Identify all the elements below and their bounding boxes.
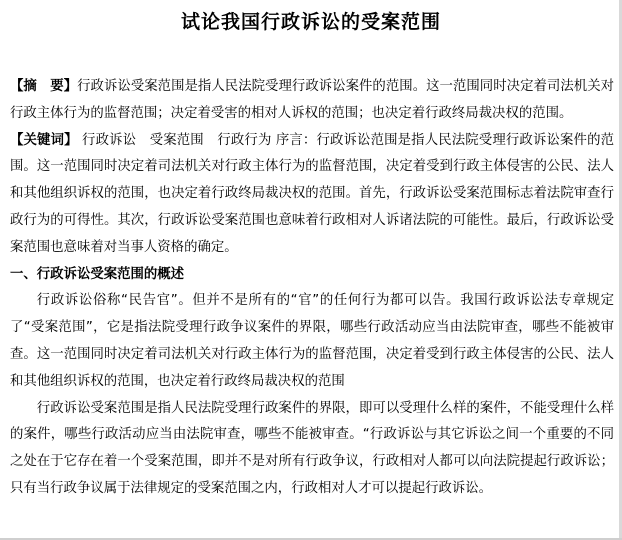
keywords-label: 【关键词】 <box>10 132 78 148</box>
document-body <box>10 74 614 503</box>
abstract-paragraph <box>10 74 614 128</box>
abstract-text: 行政诉讼受案范围是指人民法院受理行政诉讼案件的范围。这一范围同时决定着司法机关对行政主体行为的监督范围；决定着受害的相对人诉权的范围；也决定着行政终局裁决权的范围。 <box>10 79 615 121</box>
abstract-label: 【摘 要】 <box>10 79 78 94</box>
keywords-paragraph <box>10 128 614 262</box>
keywords-text: 行政诉讼 受案范围 行政行为 序言：行政诉讼范围是指人民法院受理行政诉讼案件的范围。这一范围同时决定着司法机关对行政主体行为的监督范围，决定着受到行政主体侵害的公民、法人和其他组织诉权的范围，也决定着行政终局裁决权的范围。首先，行政诉讼受案范围标志着法院审查行政行为的可得性。其次，行政诉讼受案范围也意味着行政相对人诉诸法院的可能性。最后，行政诉讼受案范围也意味着对当事人资格的确定。 <box>10 132 614 255</box>
body-paragraph-1: 行政诉讼俗称“民告官”。但并不是所有的“官”的任何行为都可以告。我国行政诉讼法专章规定了“受案范围”，它是指法院受理行政争议案件的界限，哪些行政活动应当由法院审查，哪些不能被审查。这一范围同时决定着司法机关对行政主体行为的监督范围，决定着受到行政主体侵害的公民、法人和其他组织诉权的范围，也决定着行政终局裁决权的范围 <box>10 293 614 389</box>
document-title: 试论我国行政诉讼的受案范围 <box>180 11 441 33</box>
body-paragraph-2: 行政诉讼受案范围是指人民法院受理行政案件的界限，即可以受理什么样的案件，不能受理什么样的案件，哪些行政活动应当由法院审查，哪些不能被审查。“行政诉讼与其它诉讼之间一个重要的不同之处在于它存在着一个受案范围，即并不是对所有行政争议，行政相对人都可以向法院提起行政诉讼；只有当行政争议属于法律规定的受案范围之内，行政相对人才可以提起行政诉讼。 <box>10 400 614 496</box>
section-heading: 一、行政诉讼受案范围的概述 <box>10 266 185 282</box>
